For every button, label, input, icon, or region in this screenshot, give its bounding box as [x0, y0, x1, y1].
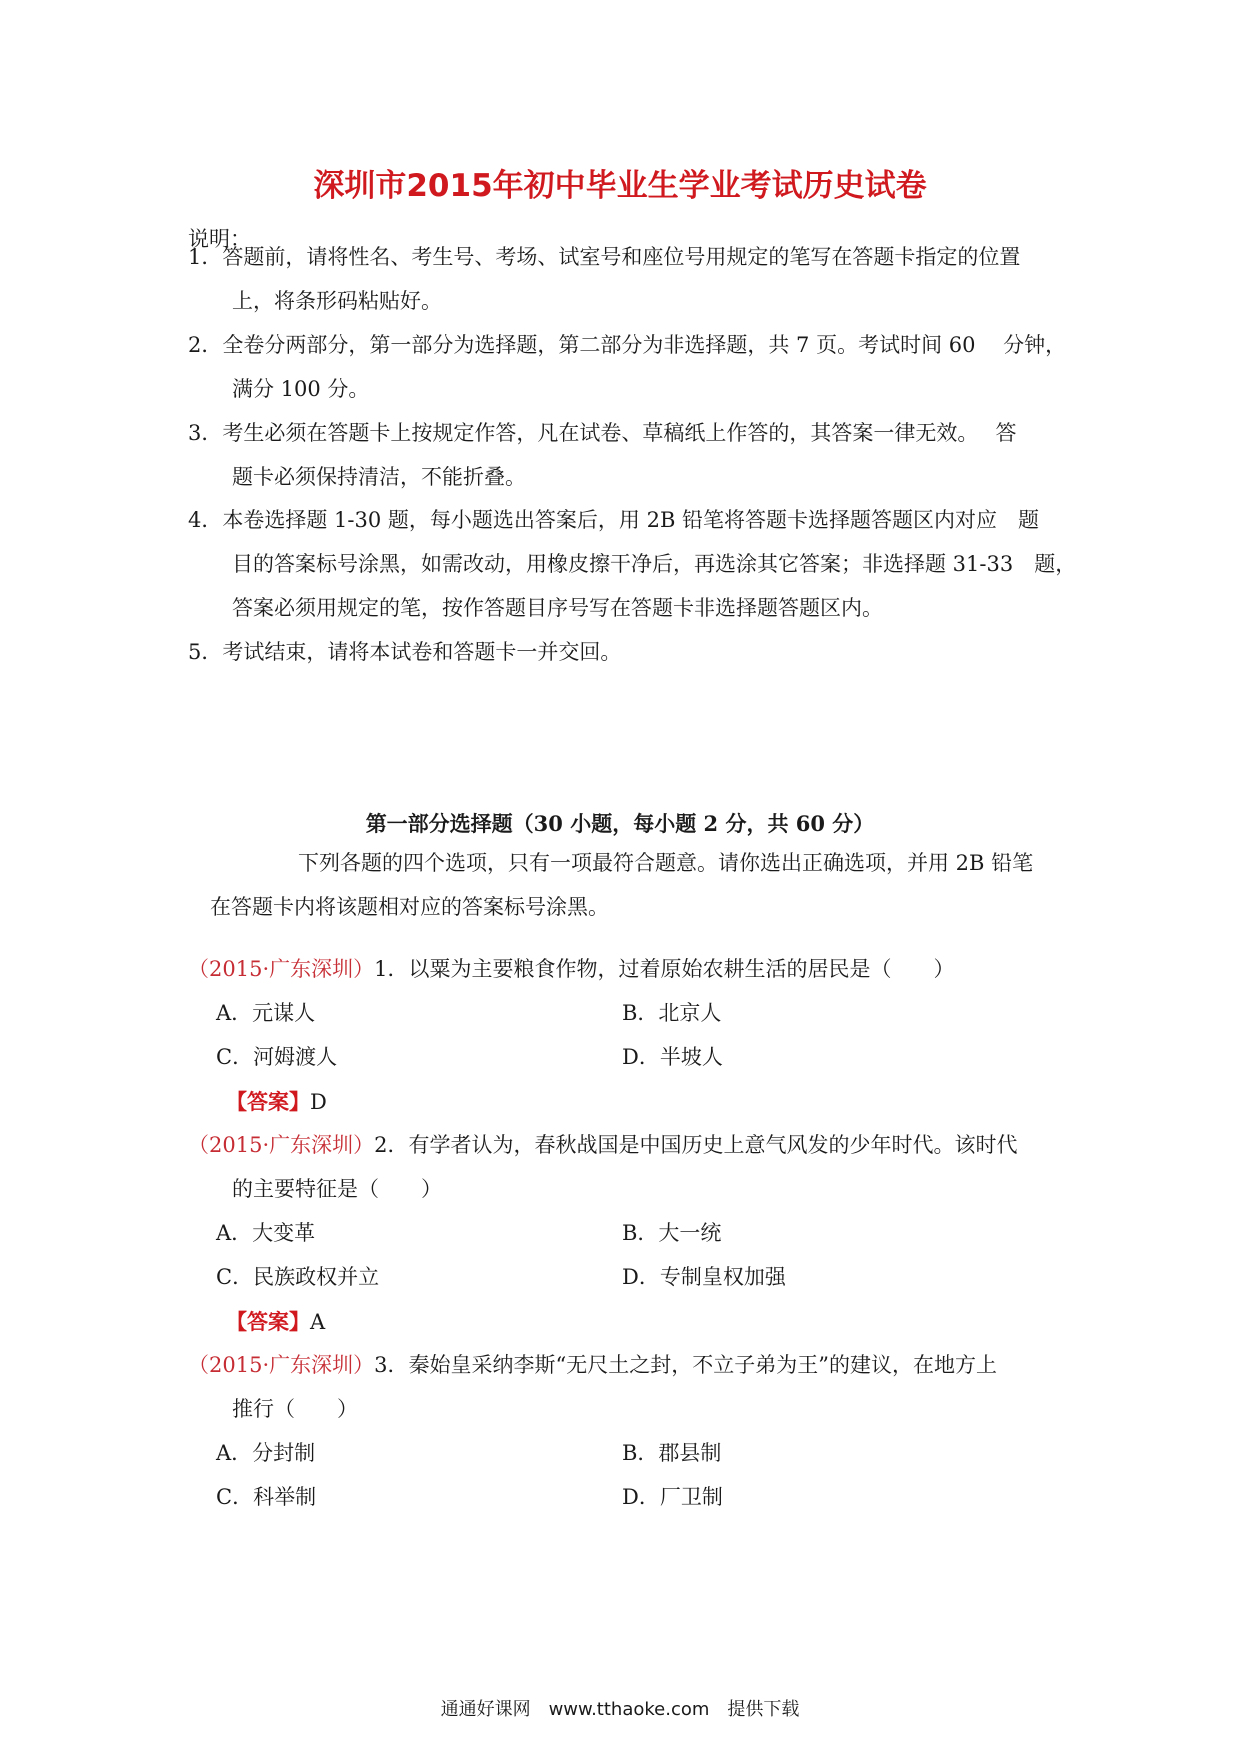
section-description-cont: 在答题卡内将该题相对应的答案标号涂黑。 [210, 895, 609, 919]
instruction-number: 4． [188, 508, 223, 532]
question-1-stem [188, 959, 954, 980]
section-title: 第一部分选择题（30 小题，每小题 2 分，共 60 分） [365, 811, 875, 836]
question-source: （2015·广东深圳） [188, 1353, 375, 1377]
instruction-text: 答题前，请将性名、考生号、考场、试室号和座位号用规定的笔写在答题卡指定的位置 [222, 245, 1021, 269]
question-1-option-b: B．北京人 [622, 1001, 722, 1025]
instruction-text: 考试结束，请将本试卷和答题卡一并交回。 [222, 640, 622, 664]
question-3-option-c: C．科举制 [216, 1485, 317, 1509]
instruction-text: 全卷分两部分，第一部分为选择题，第二部分为非选择题，共 7 页。考试时间 60 分钟， [222, 333, 1067, 357]
page-footer: 通通好课网 www.tthaoke.com 提供下载 [440, 1699, 800, 1720]
question-2-stem [188, 1135, 1017, 1156]
question-3-stem-cont: 推行（ ） [232, 1397, 358, 1421]
instruction-4-cont: 目的答案标号涂黑，如需改动，用橡皮擦干净后，再选涂其它答案；非选择题 31-33 题， [232, 552, 1077, 576]
instruction-2 [188, 335, 1066, 356]
instruction-number: 5． [188, 640, 223, 664]
question-text: 3．秦始皇采纳李斯“无尺土之封，不立子弟为王”的建议，在地方上 [374, 1353, 997, 1377]
intro-label: 说明： [188, 227, 251, 251]
question-3-option-d: D．厂卫制 [622, 1485, 723, 1509]
question-source: （2015·广东深圳） [188, 1133, 375, 1157]
question-2-option-c: C．民族政权并立 [216, 1265, 380, 1289]
question-1-option-c: C．河姆渡人 [216, 1045, 338, 1069]
question-2-stem-cont: 的主要特征是（ ） [232, 1177, 442, 1201]
question-1-option-d: D．半坡人 [622, 1045, 723, 1069]
question-3-option-b: B．郡县制 [622, 1441, 722, 1465]
question-2-option-b: B．大一统 [622, 1221, 722, 1245]
question-3-stem [188, 1355, 997, 1376]
answer-label: 【答案】 [226, 1089, 310, 1114]
instruction-2-cont: 满分 100 分。 [232, 377, 370, 401]
question-2-answer [226, 1311, 325, 1333]
question-source: （2015·广东深圳） [188, 957, 375, 981]
instruction-text: 考生必须在答题卡上按规定作答，凡在试卷、草稿纸上作答的，其答案一律无效。 答 [222, 421, 1017, 445]
answer-value: D [310, 1090, 327, 1114]
question-2-option-d: D．专制皇权加强 [622, 1265, 786, 1289]
question-3-option-a: A．分封制 [216, 1441, 316, 1465]
instruction-number: 2． [188, 333, 223, 357]
instruction-number: 1． [188, 245, 223, 269]
instruction-5 [188, 642, 621, 663]
instruction-text: 本卷选择题 1-30 题，每小题选出答案后，用 2B 铅笔将答题卡选择题答题区内对应 题 [222, 508, 1040, 532]
instruction-1 [188, 247, 1020, 268]
question-1-option-a: A．元谋人 [216, 1001, 316, 1025]
answer-value: A [310, 1310, 326, 1334]
answer-label: 【答案】 [226, 1309, 310, 1334]
instruction-4-cont: 答案必须用规定的笔，按作答题目序号写在答题卡非选择题答题区内。 [232, 596, 883, 620]
question-1-answer [226, 1091, 327, 1113]
question-2-option-a: A．大变革 [216, 1221, 316, 1245]
page-title: 深圳市2015年初中毕业生学业考试历史试卷 [313, 168, 927, 204]
instruction-3-cont: 题卡必须保持清洁，不能折叠。 [232, 465, 526, 489]
question-text: 2．有学者认为，春秋战国是中国历史上意气风发的少年时代。该时代 [374, 1133, 1018, 1157]
section-description: 下列各题的四个选项，只有一项最符合题意。请你选出正确选项，并用 2B 铅笔 [298, 851, 1034, 875]
instruction-number: 3． [188, 421, 223, 445]
question-text: 1．以粟为主要粮食作物，过着原始农耕生活的居民是（ ） [374, 957, 955, 981]
instruction-3 [188, 423, 1017, 444]
instruction-1-cont: 上，将条形码粘贴好。 [232, 289, 442, 313]
instruction-4 [188, 510, 1039, 531]
